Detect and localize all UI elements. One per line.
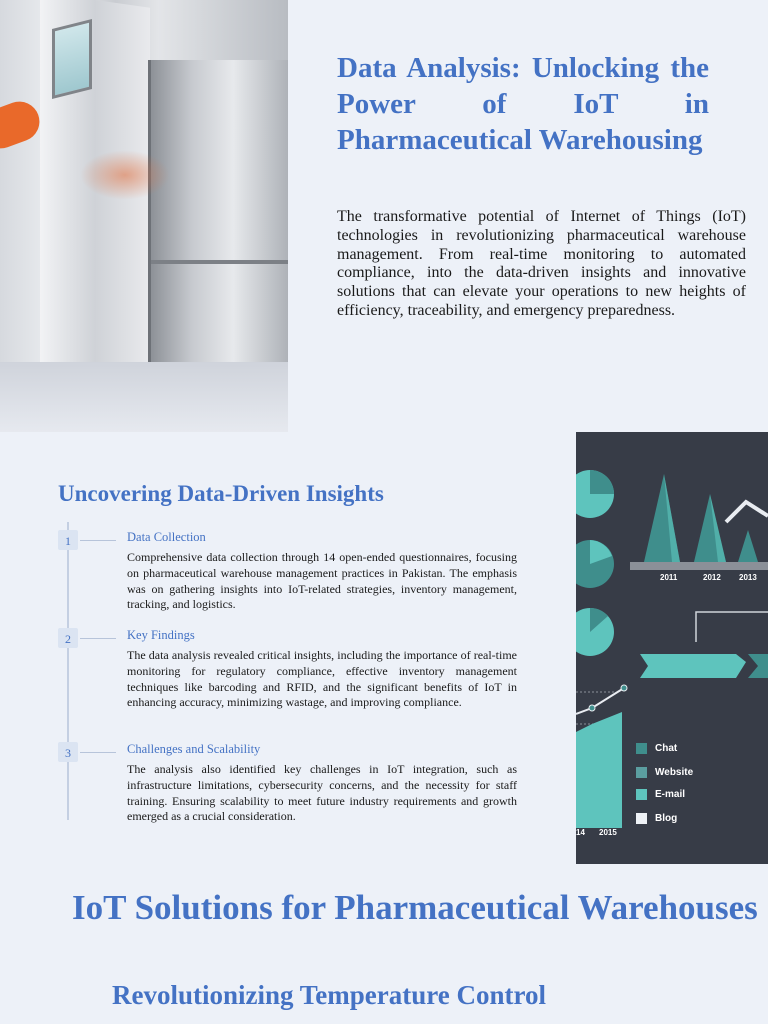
pie-icon-3: [576, 608, 614, 656]
legend-swatch: [636, 813, 647, 824]
legend-item-email: [636, 789, 685, 800]
page-title: Data Analysis: Unlocking the Power of IoT in Pharmaceutical Warehousing: [337, 52, 709, 156]
solutions-title: IoT Solutions for Pharmaceutical Warehouses: [72, 888, 758, 927]
step-connector: [80, 752, 116, 753]
area-fill: [576, 712, 622, 828]
infographic-image: [576, 432, 768, 864]
cone-2013: [738, 530, 758, 562]
cone-base: [630, 562, 768, 570]
legend-label: Chat: [655, 743, 678, 754]
legend-item-chat: [636, 743, 677, 754]
legend-item-blog: [636, 813, 677, 824]
legend-item-website: [636, 767, 693, 778]
floor: [0, 362, 288, 432]
year-label: 2011: [660, 573, 678, 582]
step-number: 3: [58, 742, 78, 762]
step-title: Data Collection: [127, 530, 206, 544]
legend-swatch: [636, 743, 647, 754]
step-text: The analysis also identified key challenges in IoT integration, such as infrastructure limitations, cybersecurity concerns, and the necessity for staff training. Ensuring scalability to meet future industry requirements and growth emerged as a crucial consideration.: [127, 762, 517, 824]
year-label: 2012: [703, 573, 721, 582]
door-seam: [151, 260, 288, 264]
legend-swatch: [636, 789, 647, 800]
step-text: Comprehensive data collection through 14 open-ended questionnaires, focusing on pharmaceutical warehouse management practices in Pakistan. The emphasis was on gathering insights into IoT-related strategies, inventory management, tracking, and logistics.: [127, 550, 517, 612]
year-label: 2013: [739, 573, 757, 582]
pie-icon-1: [576, 470, 614, 518]
motion-blur: [80, 150, 170, 200]
legend-label: Blog: [655, 813, 678, 824]
timeline-line: [67, 522, 69, 820]
step-connector: [80, 540, 116, 541]
trend-arrow: [726, 502, 768, 522]
year-label: 14: [576, 828, 585, 837]
step-number: 2: [58, 628, 78, 648]
legend-label: E-mail: [655, 789, 686, 800]
year-label: 2015: [599, 828, 617, 837]
subsection-title: Revolutionizing Temperature Control: [112, 980, 547, 1010]
intro-paragraph: The transformative potential of Internet of Things (IoT) technologies in revolutionizing pharmaceutical warehouse management. From real-time monitoring to automated compliance, into the data-driven insights and innovative solutions that can elevate your operations to new heights of efficiency, traceability, and emergency preparedness.: [337, 208, 746, 319]
control-panel-screen: [52, 19, 92, 99]
pie-icon-2: [576, 540, 614, 588]
step-title: Key Findings: [127, 628, 195, 642]
stainless-door-photo: [0, 0, 288, 432]
step-number: 1: [58, 530, 78, 550]
insights-title: Uncovering Data-Driven Insights: [58, 481, 384, 506]
legend-swatch: [636, 767, 647, 778]
step-title: Challenges and Scalability: [127, 742, 261, 756]
legend-label: Website: [655, 767, 694, 778]
worker-arm: [0, 96, 45, 154]
step-connector: [80, 638, 116, 639]
arrow-bar: [640, 654, 746, 678]
step-text: The data analysis revealed critical insights, including the importance of real-time monitoring for regulatory compliance, effective inventory management techniques like barcoding and RFID, and the significant benefits of IoT in enhancing accuracy, minimizing wastage, and improving compliance.: [127, 648, 517, 710]
